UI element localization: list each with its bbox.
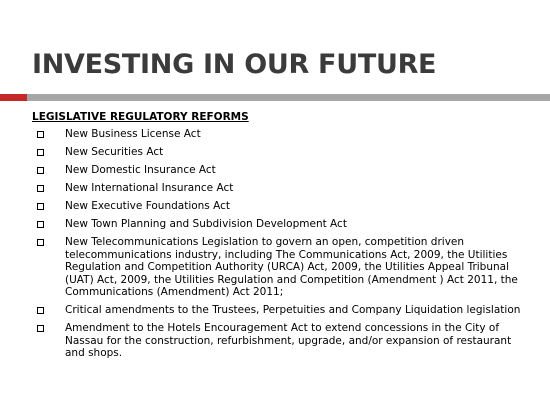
list-item-text: New International Insurance Act [65,182,234,194]
square-bullet-icon [37,239,44,246]
square-bullet-icon [37,325,44,332]
list-item [0,182,550,195]
square-bullet-icon [37,185,44,192]
list-item [0,200,550,213]
list-item-text: Critical amendments to the Trustees, Perpetuities and Company Liquidation legislation [65,304,521,316]
list-item-text: New Town Planning and Subdivision Development Act [65,218,347,230]
reforms-list [0,128,550,365]
list-item-text: New Domestic Insurance Act [65,164,216,176]
slide-title: INVESTING IN OUR FUTURE [32,49,437,80]
square-bullet-icon [37,167,44,174]
list-item-text: New Securities Act [65,146,164,158]
list-item-text: Amendment to the Hotels Encouragement Act to extend concessions in the City of Nassau for the construction, refurbishment, upgrade, and/or expansion of restaurant and shops. [65,322,512,359]
list-item [0,146,550,159]
list-item [0,128,550,141]
list-item-text: New Business License Act [65,128,201,140]
section-heading: LEGISLATIVE REGULATORY REFORMS [32,111,249,123]
list-item [0,164,550,177]
square-bullet-icon [37,149,44,156]
list-item [0,304,550,317]
list-item [0,236,550,299]
square-bullet-icon [37,203,44,210]
list-item-text: New Executive Foundations Act [65,200,231,212]
square-bullet-icon [37,307,44,314]
title-rule [27,94,550,101]
list-item [0,218,550,231]
title-rule-accent [0,94,27,101]
square-bullet-icon [37,221,44,228]
square-bullet-icon [37,131,44,138]
list-item-text: New Telecommunications Legislation to govern an open, competition driven telecommunications industry, including The Communications Act, 2009, the Utilities Regulation and Competition Authority (URCA) Act, 2009, the Utilities Appeal Tribunal (UAT) Act, 2009, the Utilities Regulation and Competition (Amendment ) Act 2011, the Communications (Amendment) Act 2011; [65,236,518,298]
list-item [0,322,550,360]
